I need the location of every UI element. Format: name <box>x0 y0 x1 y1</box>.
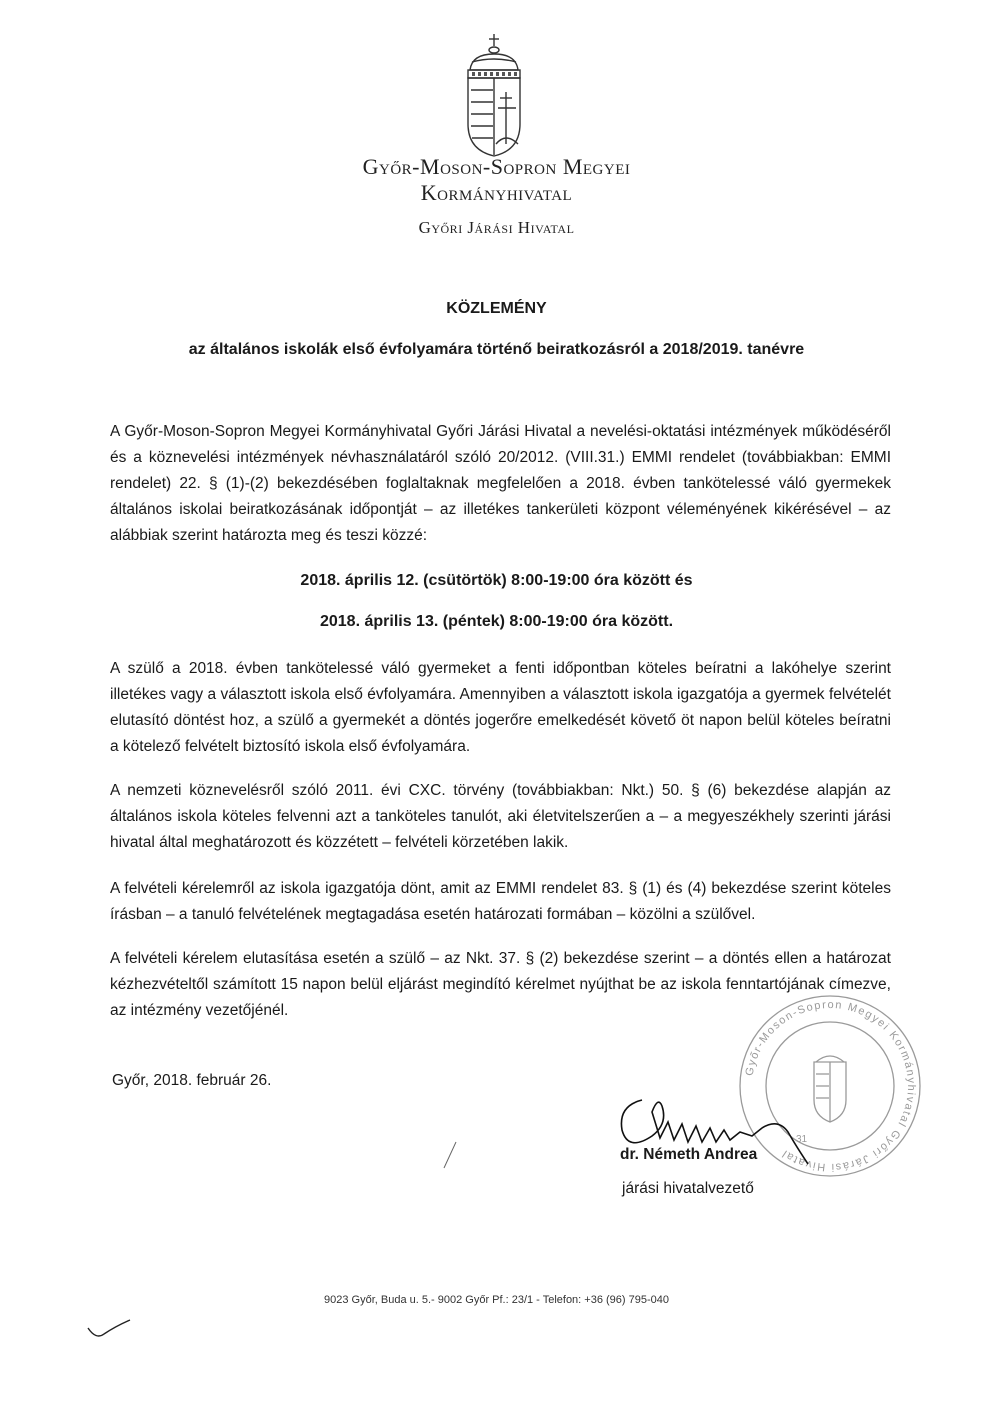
paragraph-intro: A Győr-Moson-Sopron Megyei Kormányhivatal Győri Járási Hivatal a nevelési-oktatási intézmények működéséről és a köznevelési intézmények névhasználatáról szóló 20/2012. (VIII.31.) EMMI rendelet (továbbiakban: EMMI rendelet) 22. § (1)-(2) bekezdésében foglaltaknak megfelelően a 2018. évben tankötelessé váló gyermekek általános iskolai beiratkozásának időpontját – az illetékes tankerületi központ véleményének kikérésével – az alábbiak szerint határozta meg és teszi közzé: <box>110 423 891 544</box>
org-name-line1: Győr-Moson-Sopron Megyei <box>362 154 631 179</box>
stamp-text: Győr-Moson-Sopron Megyei Kormányhivatal Győri Járási Hivatal <box>743 998 918 1174</box>
signer-name: dr. Németh Andrea <box>620 1146 758 1163</box>
org-subdivision: Győri Járási Hivatal <box>418 218 575 237</box>
paragraph-appeal: A felvételi kérelem elutasítása esetén a szülő – az Nkt. 37. § (2) bekezdése szerint – a döntés ellen a határozat kézhezvételtől számított 15 napon belül eljárást megindító kérelmet nyújthat be az iskola fenntartójának címezve, az intézmény vezetőjénél. <box>110 950 891 1019</box>
hungarian-coat-of-arms-icon <box>458 32 530 160</box>
footer-address: 9023 Győr, Buda u. 5.- 9002 Győr Pf.: 23/1 - Telefon: +36 (96) 795-040 <box>324 1294 669 1306</box>
document-title: KÖZLEMÉNY <box>446 300 547 317</box>
pen-mark <box>84 1318 134 1344</box>
signer-role: járási hivatalvezető <box>622 1180 754 1197</box>
paragraph-parent-duty: A szülő a 2018. évben tankötelessé váló gyermeket a fenti időpontban köteles beíratni a lakóhelye szerint illetékes vagy a választott iskola első évfolyamára. Amennyiben a választott iskola igazgatója a gyermek felvételét elutasító döntést hoz, a szülő a gyermekét a döntés jogerőre emelkedését követő öt napon belül köteles beíratni a kötelező felvételt biztosító iskola első évfolyamára. <box>110 660 891 755</box>
paragraph-admission-law: A nemzeti köznevelésről szóló 2011. évi CXC. törvény (továbbiakban: Nkt.) 50. § (6) bekezdése alapján az általános iskola köteles felvenni azt a tanköteles tanulót, aki életvitelszerűen a – a megyeszékhely szerinti járási hivatal által meghatározott és közzétett – felvételi körzetében lakik. <box>110 782 891 851</box>
paragraph-decision: A felvételi kérelemről az iskola igazgatója dönt, amit az EMMI rendelet 83. § (1) és (4) bekezdése szerint köteles írásban – a tanuló felvételének megtagadása esetén határozati formában – közölni a szülővel. <box>110 880 891 923</box>
org-name-line2: Kormányhivatal <box>420 180 573 205</box>
pen-stroke <box>440 1140 460 1170</box>
document-subtitle: az általános iskolák első évfolyamára történő beiratkozásról a 2018/2019. tanévre <box>188 341 805 358</box>
stamp-number: 31 <box>796 1134 808 1145</box>
enrollment-date-1: 2018. április 12. (csütörtök) 8:00-19:00 óra között és <box>300 572 693 589</box>
place-and-date: Győr, 2018. február 26. <box>112 1072 272 1089</box>
enrollment-date-2: 2018. április 13. (péntek) 8:00-19:00 óra között. <box>319 613 674 630</box>
